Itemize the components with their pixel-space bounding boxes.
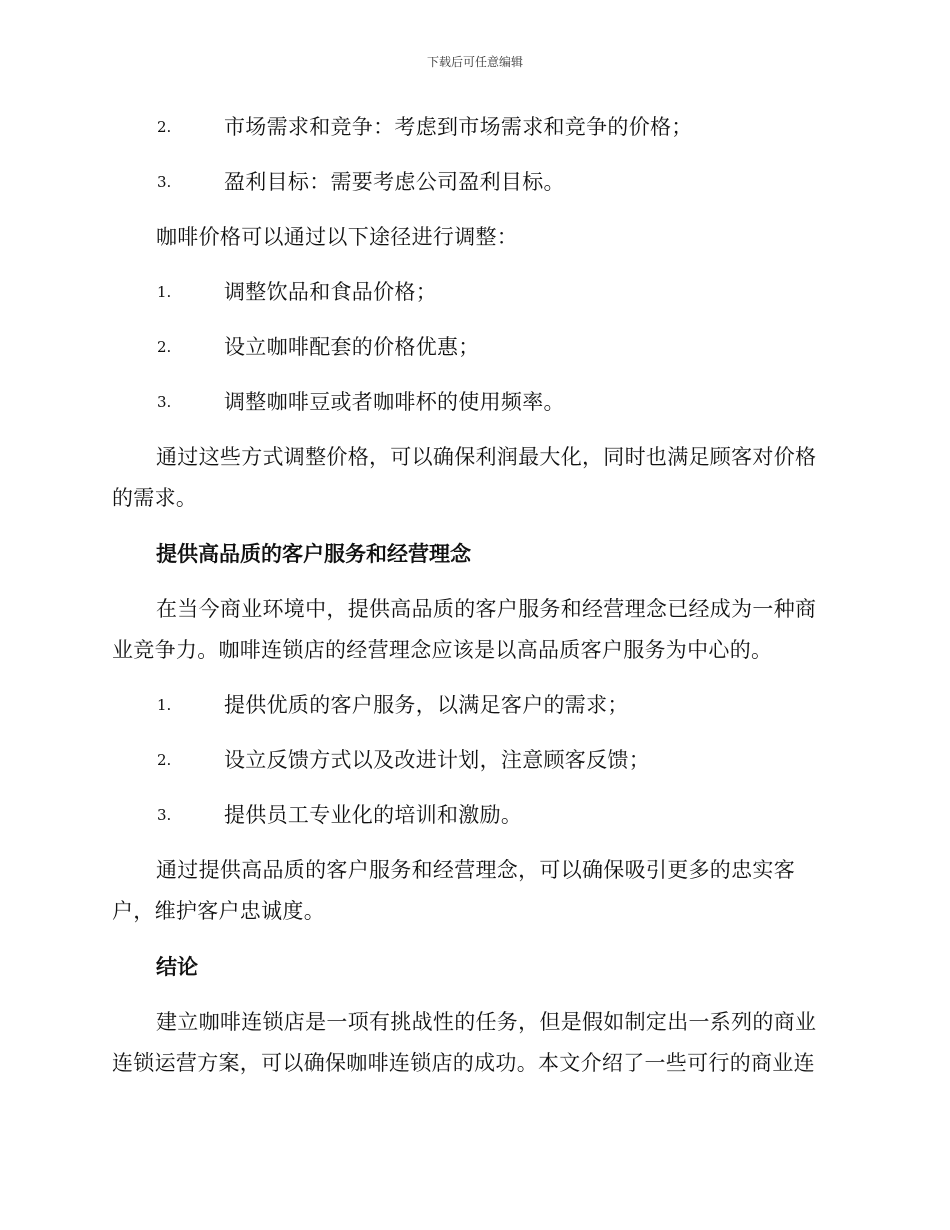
paragraph-line: 在当今商业环境中，提供高品质的客户服务和经营理念已经成为一种商	[156, 597, 817, 621]
page-header: 下载后可任意编辑	[426, 55, 523, 69]
list-item-text: 提供员工专业化的培训和激励。	[224, 803, 523, 827]
paragraph-line: 户，维护客户忠诚度。	[112, 899, 325, 923]
list-item-text: 设立咖啡配套的价格优惠；	[224, 335, 480, 359]
list-number: 2.	[157, 751, 172, 769]
list-item-text: 设立反馈方式以及改进计划，注意顾客反馈；	[224, 748, 650, 772]
list-item-text: 市场需求和竞争：考虑到市场需求和竞争的价格；	[224, 115, 693, 139]
paragraph-line: 建立咖啡连锁店是一项有挑战性的任务，但是假如制定出一系列的商业	[156, 1010, 817, 1034]
list-number: 2.	[157, 338, 172, 356]
list-number: 3.	[157, 393, 172, 411]
paragraph-line: 的需求。	[112, 486, 198, 510]
paragraph-line: 连锁运营方案，可以确保咖啡连锁店的成功。本文介绍了一些可行的商业连	[112, 1051, 815, 1075]
list-item-text: 调整咖啡豆或者咖啡杯的使用频率。	[224, 390, 565, 414]
list-item-text: 提供优质的客户服务，以满足客户的需求；	[224, 693, 629, 717]
list-number: 1.	[157, 696, 172, 714]
list-number: 3.	[157, 806, 172, 824]
paragraph-adjust-intro: 咖啡价格可以通过以下途径进行调整：	[156, 225, 519, 249]
list-number: 1.	[157, 283, 172, 301]
paragraph-line: 业竞争力。咖啡连锁店的经营理念应该是以高品质客户服务为中心的。	[112, 638, 773, 662]
list-number: 2.	[157, 118, 172, 136]
list-item-text: 盈利目标：需要考虑公司盈利目标。	[224, 170, 565, 194]
list-item-text: 调整饮品和食品价格；	[224, 280, 437, 304]
paragraph-line: 通过这些方式调整价格，可以确保利润最大化，同时也满足顾客对价格	[156, 445, 817, 469]
paragraph-line: 通过提供高品质的客户服务和经营理念，可以确保吸引更多的忠实客	[156, 858, 795, 882]
section-heading-service: 提供高品质的客户服务和经营理念	[156, 542, 471, 566]
section-heading-conclusion: 结论	[156, 955, 198, 979]
list-number: 3.	[157, 173, 172, 191]
